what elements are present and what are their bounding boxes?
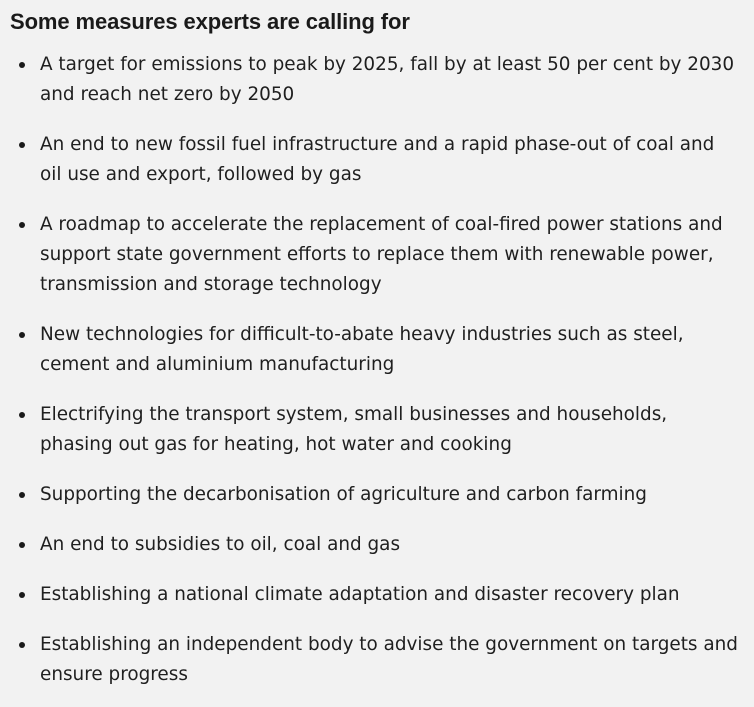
bullet-icon: [19, 642, 25, 648]
list-item: [10, 130, 754, 190]
list-item: [10, 50, 754, 110]
list-item-text: Supporting the decarbonisation of agriculture and carbon farming: [40, 484, 647, 505]
bullet-icon: [19, 62, 25, 68]
page-title: Some measures experts are calling for: [10, 9, 410, 34]
list-item-text: Electrifying the transport system, small businesses and households, phasing out gas for heating, hot water and cooking: [40, 404, 668, 455]
list-item-text: Establishing an independent body to advise the government on targets and ensure progress: [40, 634, 738, 685]
bullet-icon: [19, 492, 25, 498]
list-item-text: A roadmap to accelerate the replacement of coal-fired power stations and support state government efforts to replace them with renewable power, transmission and storage technology: [40, 214, 723, 295]
list-item: [10, 530, 754, 560]
bullet-icon: [19, 542, 25, 548]
list-item: [10, 210, 754, 300]
list-item-text: An end to subsidies to oil, coal and gas: [40, 534, 401, 555]
list-item-text: New technologies for difficult-to-abate heavy industries such as steel, cement and aluminium manufacturing: [40, 324, 684, 375]
list-item-text: A target for emissions to peak by 2025, fall by at least 50 per cent by 2030 and reach net zero by 2050: [40, 54, 735, 105]
list-item-text: Establishing a national climate adaptation and disaster recovery plan: [40, 584, 680, 605]
list-item: [10, 400, 754, 460]
list-item: [10, 630, 754, 690]
bullet-icon: [19, 332, 25, 338]
bullet-icon: [19, 412, 25, 418]
list-item: [10, 480, 754, 510]
bullet-icon: [19, 222, 25, 228]
list-item-text: An end to new fossil fuel infrastructure and a rapid phase-out of coal and oil use and export, followed by gas: [40, 134, 715, 185]
bullet-icon: [19, 592, 25, 598]
list-item: [10, 320, 754, 380]
list-item: [10, 580, 754, 610]
measures-list: [10, 50, 754, 690]
bullet-icon: [19, 142, 25, 148]
